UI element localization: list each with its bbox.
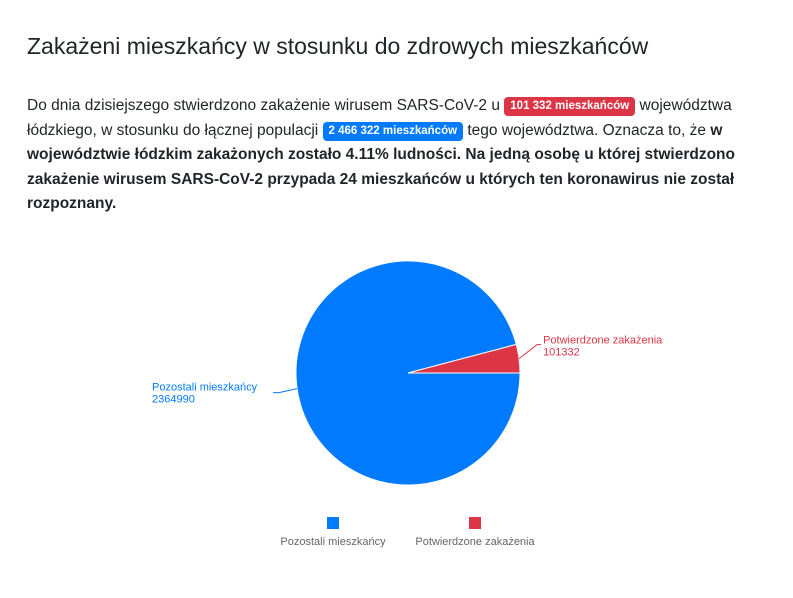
callout-label-infected: Potwierdzone zakażenia: [543, 334, 663, 347]
legend-swatch: [327, 517, 339, 529]
legend-item-infected[interactable]: [415, 517, 535, 548]
legend-label: Pozostali mieszkańcy: [280, 536, 386, 548]
callout-value-infected: 101332: [543, 346, 580, 359]
callout-value-healthy: 2364990: [152, 393, 195, 406]
intro-summary-bold: w województwie łódzkim zakażonych zostało 4.11% ludności. Na jedną osobę u której stwierdzono zakażenie wirusem SARS-CoV-2 przypada 24 mieszkańców u których ten koronawirus nie został rozpoznany.: [27, 121, 735, 212]
chart-legend[interactable]: [280, 517, 535, 548]
intro-text-3: tego województwa. Oznacza to, że: [463, 121, 711, 139]
callout-label-healthy: Pozostali mieszkańcy: [152, 381, 258, 394]
page-title: Zakażeni mieszkańcy w stosunku do zdrowych mieszkańców: [27, 33, 649, 59]
infected-count-badge: 101 332 mieszkańców: [504, 97, 635, 116]
intro-text-1: Do dnia dzisiejszego stwierdzono zakażenie wirusem SARS-CoV-2 u: [27, 97, 505, 114]
legend-swatch: [469, 517, 481, 529]
legend-item-healthy[interactable]: [280, 517, 386, 548]
population-count-badge: 2 466 322 mieszkańców: [323, 122, 464, 141]
legend-label: Potwierdzone zakażenia: [415, 536, 535, 548]
pie-chart: [0, 240, 793, 570]
callout-line-infected: [519, 345, 541, 359]
intro-paragraph: [27, 94, 767, 217]
pie-slices: [296, 261, 520, 485]
intro-text-2: województwa łódzkiego, w stosunku do łącznej populacji: [27, 97, 732, 139]
callout-line-healthy: [273, 389, 297, 393]
